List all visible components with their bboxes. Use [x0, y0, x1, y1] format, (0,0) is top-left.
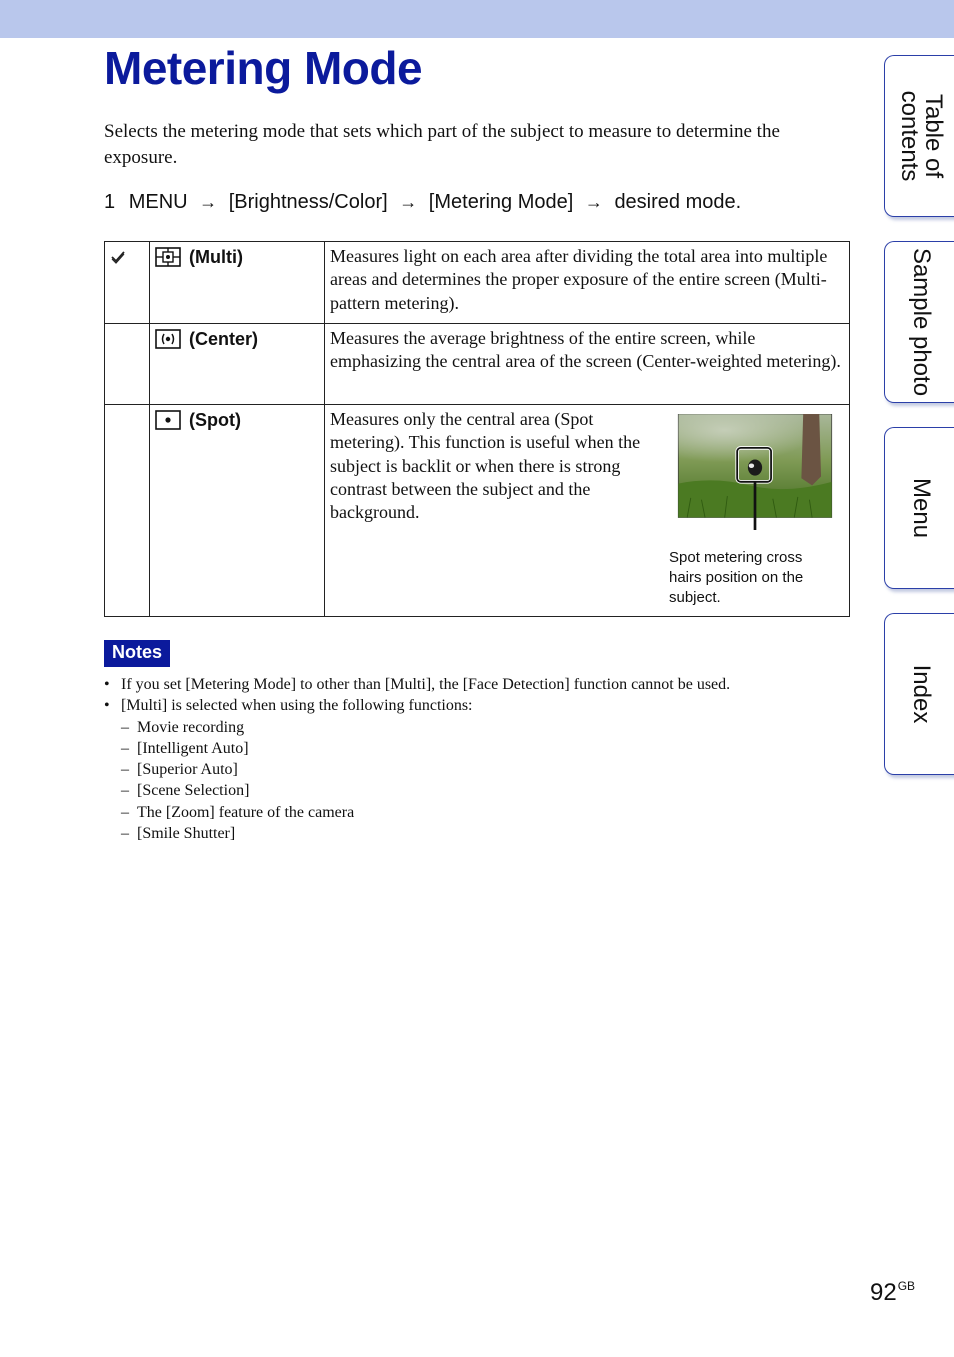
- mode-description-cell: [325, 324, 850, 405]
- step-desired-mode: desired mode.: [614, 191, 742, 213]
- mode-description-multi: Measures light on each area after dividing the total area into multiple areas and determines the proper exposure of the entire screen (Multi-pattern metering).: [330, 246, 828, 313]
- note-sub-item: – Movie recording: [121, 717, 864, 738]
- note-sub-item: – The [Zoom] feature of the camera: [121, 802, 864, 823]
- mode-description-cell: [325, 405, 850, 617]
- multi-metering-icon: [155, 247, 181, 267]
- note-text: [Multi] is selected when using the following functions:: [121, 697, 473, 715]
- arrow-right-icon: →: [584, 192, 603, 212]
- mode-label-spot: (Spot): [189, 410, 241, 430]
- arrow-right-icon: →: [199, 192, 218, 212]
- step-brightness-color: [Brightness/Color]: [228, 191, 388, 213]
- step-number: 1: [104, 191, 116, 213]
- mode-label-multi: (Multi): [189, 247, 243, 267]
- table-row: [105, 324, 850, 405]
- mode-name-cell: [150, 324, 325, 405]
- default-marker-cell: [105, 242, 150, 324]
- step-metering-mode: [Metering Mode]: [428, 191, 574, 213]
- tab-index[interactable]: [884, 613, 954, 775]
- page-title: Metering Mode: [104, 42, 423, 94]
- mode-description-spot: Measures only the central area (Spot metering). This function is useful when the subject is backlit or when there is strong contrast between the subject and the background.: [330, 409, 641, 523]
- step-menu: MENU: [128, 191, 188, 213]
- tab-label: Table of contents: [895, 90, 947, 182]
- page-region-code: GB: [897, 1279, 916, 1293]
- tab-label: Menu: [907, 477, 935, 539]
- notes-list: [104, 674, 864, 844]
- mode-description-center: Measures the average brightness of the entire screen, while emphasizing the central area of the screen (Center-weighted metering).: [330, 328, 841, 372]
- arrow-right-icon: →: [399, 192, 418, 212]
- default-marker-cell: [105, 405, 150, 617]
- page-number-value: 92: [870, 1279, 897, 1306]
- notes-badge: Notes: [104, 640, 170, 667]
- default-marker-cell: [105, 324, 150, 405]
- intro-text: Selects the metering mode that sets which part of the subject to measure to determine the exposure.: [104, 121, 780, 168]
- spot-metering-icon: [155, 410, 181, 430]
- tab-menu[interactable]: [884, 427, 954, 589]
- mode-label-center: (Center): [189, 329, 259, 349]
- table-row: [105, 405, 850, 617]
- note-item: [104, 674, 864, 695]
- center-metering-icon: [155, 329, 181, 349]
- note-sub-item: – [Scene Selection]: [121, 780, 864, 801]
- spot-metering-sample-photo: [669, 414, 841, 530]
- note-sub-item: – [Intelligent Auto]: [121, 738, 864, 759]
- tab-table-of-contents[interactable]: [884, 55, 954, 217]
- metering-mode-table: [104, 241, 850, 617]
- tab-label: Sample photo: [907, 247, 935, 397]
- tab-label: Index: [907, 664, 935, 724]
- mode-name-cell: [150, 405, 325, 617]
- menu-step: [104, 188, 864, 216]
- mode-description-cell: [325, 242, 850, 324]
- tab-sample-photo[interactable]: [884, 241, 954, 403]
- header-band: [0, 0, 954, 38]
- note-sub-item: – [Superior Auto]: [121, 759, 864, 780]
- note-sub-list-wrapper: [104, 717, 864, 845]
- note-sub-list: [104, 717, 864, 845]
- default-check-icon: [110, 249, 126, 265]
- table-row: [105, 242, 850, 324]
- page-number: [870, 1279, 915, 1307]
- note-text: If you set [Metering Mode] to other than [Multi], the [Face Detection] function cannot be used.: [121, 676, 731, 693]
- note-item: [104, 695, 864, 716]
- spot-photo-caption: Spot metering cross hairs position on the subject.: [669, 549, 804, 606]
- mode-name-cell: [150, 242, 325, 324]
- note-sub-item: – [Smile Shutter]: [121, 823, 864, 844]
